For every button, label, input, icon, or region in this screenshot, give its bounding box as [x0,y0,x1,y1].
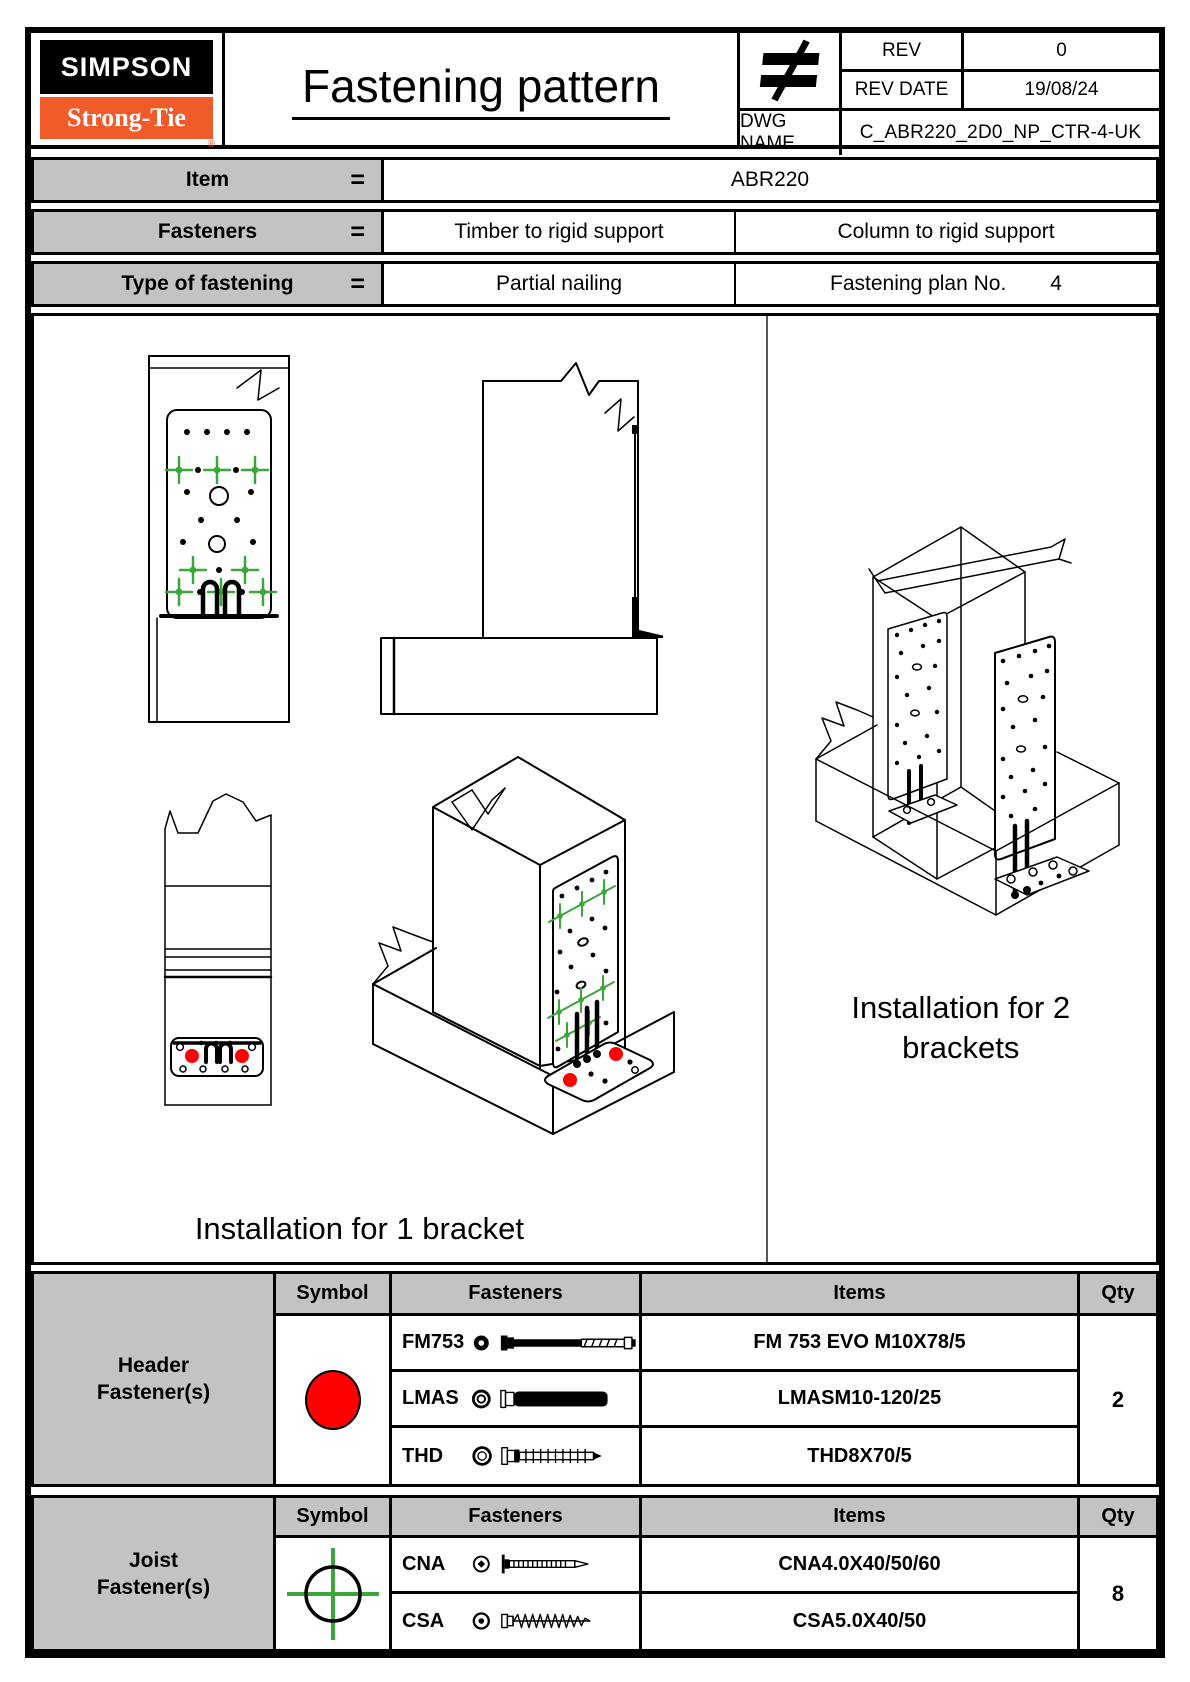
drawing-area [31,313,1159,1265]
fastener-code: LMAS [402,1387,459,1409]
dwg-name-label: DWG NAME [740,111,842,155]
logo-strongtie-text: Strong-Tie [67,103,186,132]
fastener-row-thd [392,1428,642,1484]
spec-value-fasteners-left: Timber to rigid support [384,212,736,252]
joist-fasteners-qty: 8 [1111,1580,1125,1606]
screw-head-icon [471,1610,492,1632]
panel-divider [766,316,768,1262]
column-header-items: Items [642,1498,1080,1538]
column-header-fasteners: Fasteners [392,1498,642,1538]
fastener-row-lmas [392,1372,642,1428]
front-view-column-bracket-drawing [139,344,299,734]
registered-trademark: ® [207,139,215,150]
label-line1: Header [117,1354,190,1377]
spec-value-type-left: Partial nailing [384,264,736,304]
spec-label-text: Type of fastening [121,272,294,295]
revision-block [737,33,1159,154]
equals-sign: = [350,217,365,246]
spec-label-item [34,160,384,200]
dwg-name-value: C_ABR220_2D0_NP_CTR-4-UK [859,122,1142,143]
column-header-qty: Qty [1080,1498,1156,1538]
spec-label-text: Item [185,168,230,191]
simpson-strongtie-logo [31,33,225,150]
label-line1: Joist [128,1548,178,1572]
header-fastener-symbol-cell [276,1316,392,1484]
flanged-nut-icon [471,1388,492,1410]
equals-sign: = [350,165,365,194]
page-title: Fastening pattern [292,59,670,120]
fastening-plan-no-label: Fastening plan No. [830,272,1007,295]
column-header-items: Items [642,1274,1080,1316]
fastener-row-csa [392,1594,642,1650]
rev-value: 0 [964,33,1159,72]
joist-fasteners-label [34,1498,276,1649]
fastener-code: FM753 [402,1331,465,1353]
rev-date-value: 19/08/24 [964,72,1159,111]
caption-installation-two-brackets [766,988,1156,1068]
fastener-code: CSA [402,1609,445,1632]
header-fasteners-table [31,1271,1159,1487]
spec-value-fasteners-right: Column to rigid support [837,220,1055,243]
sheet-frame [25,27,1165,1658]
title-block [31,33,1159,154]
fastener-item-fm753: FM 753 EVO M10X78/5 [642,1316,1080,1372]
spec-row-fasteners [31,209,1159,255]
caption-installation-one-bracket: Installation for 1 bracket [194,1211,524,1246]
rev-date-label: REV DATE [842,72,964,111]
not-equal-icon [740,33,842,111]
logo-simpson-box [40,40,213,94]
fastener-code: CNA [402,1552,446,1575]
washer-head-icon [471,1332,492,1354]
side-view-support-base-plate-drawing [153,781,283,1111]
concrete-screw-bolt-drawing [499,1330,639,1356]
fastener-item-lmas: LMASM10-120/25 [642,1372,1080,1428]
threaded-concrete-screw-drawing [500,1443,639,1469]
column-header-symbol: Symbol [276,1498,392,1538]
fastener-item-csa: CSA5.0X40/50 [642,1594,1080,1650]
rev-label: REV [842,33,964,72]
ring-washer-icon [471,1444,493,1468]
wood-screw-drawing [499,1608,639,1634]
spec-value-item: ABR220 [730,168,810,191]
column-header-fasteners: Fasteners [392,1274,642,1316]
label-line2: Fastener(s) [96,1575,211,1599]
column-header-symbol: Symbol [276,1274,392,1316]
header-fasteners-qty: 2 [1111,1387,1125,1412]
spec-label-type [34,264,384,304]
caption-two-line1: Installation for 2 [851,990,1071,1025]
joist-fasteners-table [31,1495,1159,1652]
caption-two-line2: brackets [902,1030,1020,1065]
spec-label-fasteners [34,212,384,252]
fastener-item-cna: CNA4.0X40/50/60 [642,1538,1080,1594]
equals-sign: = [350,269,365,298]
side-view-column-on-support-drawing [353,351,663,746]
column-header-qty: Qty [1080,1274,1156,1316]
spec-row-item [31,157,1159,203]
title-cell [225,33,737,145]
ring-shank-nail-drawing [499,1551,639,1577]
logo-simpson-text: SIMPSON [60,51,193,82]
fastener-row-cna [392,1538,642,1594]
label-line2: Fastener(s) [96,1381,211,1404]
sleeve-anchor-bolt-drawing [499,1386,639,1412]
fastener-item-thd: THD8X70/5 [642,1428,1080,1484]
isometric-one-bracket-drawing [344,744,699,1139]
fastener-code: THD [402,1444,444,1467]
fastener-row-fm753 [392,1316,642,1372]
spec-label-text: Fasteners [157,220,258,243]
joist-fastener-symbol-cell [276,1538,392,1649]
nail-head-icon [471,1553,492,1575]
isometric-two-brackets-drawing [789,511,1139,931]
red-circle-symbol [305,1370,361,1430]
green-crosshair-circle-symbol [283,1542,383,1646]
header-fasteners-label [34,1274,276,1484]
spec-value-plan-no [736,264,1156,304]
logo-strongtie-box [40,97,215,150]
fastening-plan-no-value: 4 [1050,272,1062,295]
spec-row-type-of-fastening [31,261,1159,307]
